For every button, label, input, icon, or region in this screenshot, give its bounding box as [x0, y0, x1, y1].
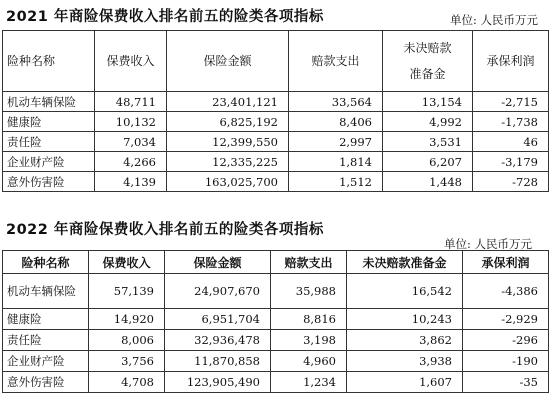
insurance-table-2022: [2, 250, 549, 393]
table-row: [3, 132, 549, 152]
section-2021: [0, 0, 550, 189]
header-row-2021: [3, 31, 549, 92]
table-body-2021: [3, 92, 549, 192]
header-cell: 赔款支出: [289, 31, 383, 92]
value-cell-claims: 3,198: [271, 330, 347, 351]
value-cell-reserve: 3,862: [347, 330, 463, 351]
value-cell-claims: 8,816: [271, 309, 347, 330]
header-cell: [383, 31, 473, 92]
table-row: [3, 309, 549, 330]
header-cell: 保险金额: [167, 31, 289, 92]
value-cell-premium: 4,266: [95, 152, 167, 172]
row-name-cell: [3, 330, 89, 351]
table-row: [3, 172, 549, 192]
value-cell-profit: 46: [473, 132, 549, 152]
row-name-cell: [3, 112, 95, 132]
row-name-text: 机动车辆保险: [7, 283, 76, 298]
value-cell-insured: 6,951,704: [165, 309, 271, 330]
value-cell-claims: 8,406: [289, 112, 383, 132]
row-name-cell: [3, 132, 95, 152]
value-cell-premium: 14,920: [89, 309, 165, 330]
header-cell: 未决赔款准备金: [347, 251, 463, 274]
value-cell-reserve: 16,542: [347, 274, 463, 309]
header-cell: 承保利润: [473, 31, 549, 92]
row-name-text: 企业财产险: [7, 354, 65, 368]
value-cell-reserve: 3,531: [383, 132, 473, 152]
row-name-text: 健康险: [7, 114, 42, 129]
title-row-2021: [0, 0, 550, 28]
row-name-cell: [3, 172, 95, 192]
row-name-text: 企业财产险: [7, 154, 65, 169]
row-name-cell: [3, 372, 89, 393]
value-cell-premium: 4,708: [89, 372, 165, 393]
value-cell-profit: -3,179: [473, 152, 549, 172]
value-cell-profit: -190: [463, 351, 549, 372]
insurance-table-2021: [2, 30, 549, 192]
value-cell-claims: 33,564: [289, 92, 383, 112]
value-cell-profit: -4,386: [463, 274, 549, 309]
value-cell-insured: 23,401,121: [167, 92, 289, 112]
row-name-cell: [3, 274, 89, 309]
unit-label-2022: 单位: 人民币万元: [443, 237, 532, 251]
row-name-text: 责任险: [7, 134, 42, 149]
section-2022: [0, 210, 550, 389]
table-row: [3, 372, 549, 393]
value-cell-reserve: 13,154: [383, 92, 473, 112]
row-name-cell: [3, 152, 95, 172]
table-row: [3, 112, 549, 132]
title-row-2022: [0, 210, 550, 250]
header-cell: 保险金额: [165, 251, 271, 274]
value-cell-profit: -1,738: [473, 112, 549, 132]
value-cell-profit: -35: [463, 372, 549, 393]
header-cell: 险种名称: [3, 31, 95, 92]
value-cell-insured: 12,399,550: [167, 132, 289, 152]
table-title-2022: 2022 年商险保费收入排名前五的险类各项指标: [6, 222, 324, 238]
value-cell-insured: 12,335,225: [167, 152, 289, 172]
value-cell-premium: 7,034: [95, 132, 167, 152]
value-cell-insured: 163,025,700: [167, 172, 289, 192]
value-cell-reserve: 10,243: [347, 309, 463, 330]
value-cell-reserve: 3,938: [347, 351, 463, 372]
table-row: [3, 351, 549, 372]
value-cell-premium: 57,139: [89, 274, 165, 309]
value-cell-profit: -728: [473, 172, 549, 192]
value-cell-insured: 32,936,478: [165, 330, 271, 351]
value-cell-reserve: 4,992: [383, 112, 473, 132]
value-cell-claims: 2,997: [289, 132, 383, 152]
header-row-2022: [3, 251, 549, 274]
table-row: [3, 330, 549, 351]
table-row: [3, 92, 549, 112]
row-name-cell: [3, 92, 95, 112]
table-title-2021: 2021 年商险保费收入排名前五的险类各项指标: [6, 9, 324, 25]
row-name-cell: [3, 351, 89, 372]
value-cell-insured: 24,907,670: [165, 274, 271, 309]
value-cell-premium: 3,756: [89, 351, 165, 372]
value-cell-reserve: 1,607: [347, 372, 463, 393]
row-name-cell: [3, 309, 89, 330]
value-cell-premium: 8,006: [89, 330, 165, 351]
row-name-text: 健康险: [7, 312, 42, 326]
value-cell-claims: 1,512: [289, 172, 383, 192]
table-body-2022: [3, 274, 549, 393]
value-cell-premium: 4,139: [95, 172, 167, 192]
value-cell-claims: 35,988: [271, 274, 347, 309]
header-cell: 保费收入: [95, 31, 167, 92]
value-cell-claims: 4,960: [271, 351, 347, 372]
value-cell-insured: 11,870,858: [165, 351, 271, 372]
header-reserve-2021: 未决赔款准备金: [403, 41, 452, 81]
table-row: [3, 152, 549, 172]
value-cell-reserve: 1,448: [383, 172, 473, 192]
table-row: [3, 274, 549, 309]
header-cell: 险种名称: [3, 251, 89, 274]
value-cell-profit: -2,929: [463, 309, 549, 330]
value-cell-premium: 10,132: [95, 112, 167, 132]
row-name-text: 机动车辆保险: [7, 94, 76, 109]
row-name-text: 责任险: [7, 333, 42, 347]
row-name-text: 意外伤害险: [7, 375, 65, 389]
header-cell: 赔款支出: [271, 251, 347, 274]
value-cell-claims: 1,814: [289, 152, 383, 172]
header-cell: 承保利润: [463, 251, 549, 274]
value-cell-profit: -296: [463, 330, 549, 351]
header-cell: 保费收入: [89, 251, 165, 274]
value-cell-premium: 48,711: [95, 92, 167, 112]
value-cell-claims: 1,234: [271, 372, 347, 393]
unit-label-2021: 单位: 人民币万元: [449, 13, 538, 27]
value-cell-reserve: 6,207: [383, 152, 473, 172]
row-name-text: 意外伤害险: [7, 174, 65, 189]
value-cell-profit: -2,715: [473, 92, 549, 112]
value-cell-insured: 6,825,192: [167, 112, 289, 132]
value-cell-insured: 123,905,490: [165, 372, 271, 393]
